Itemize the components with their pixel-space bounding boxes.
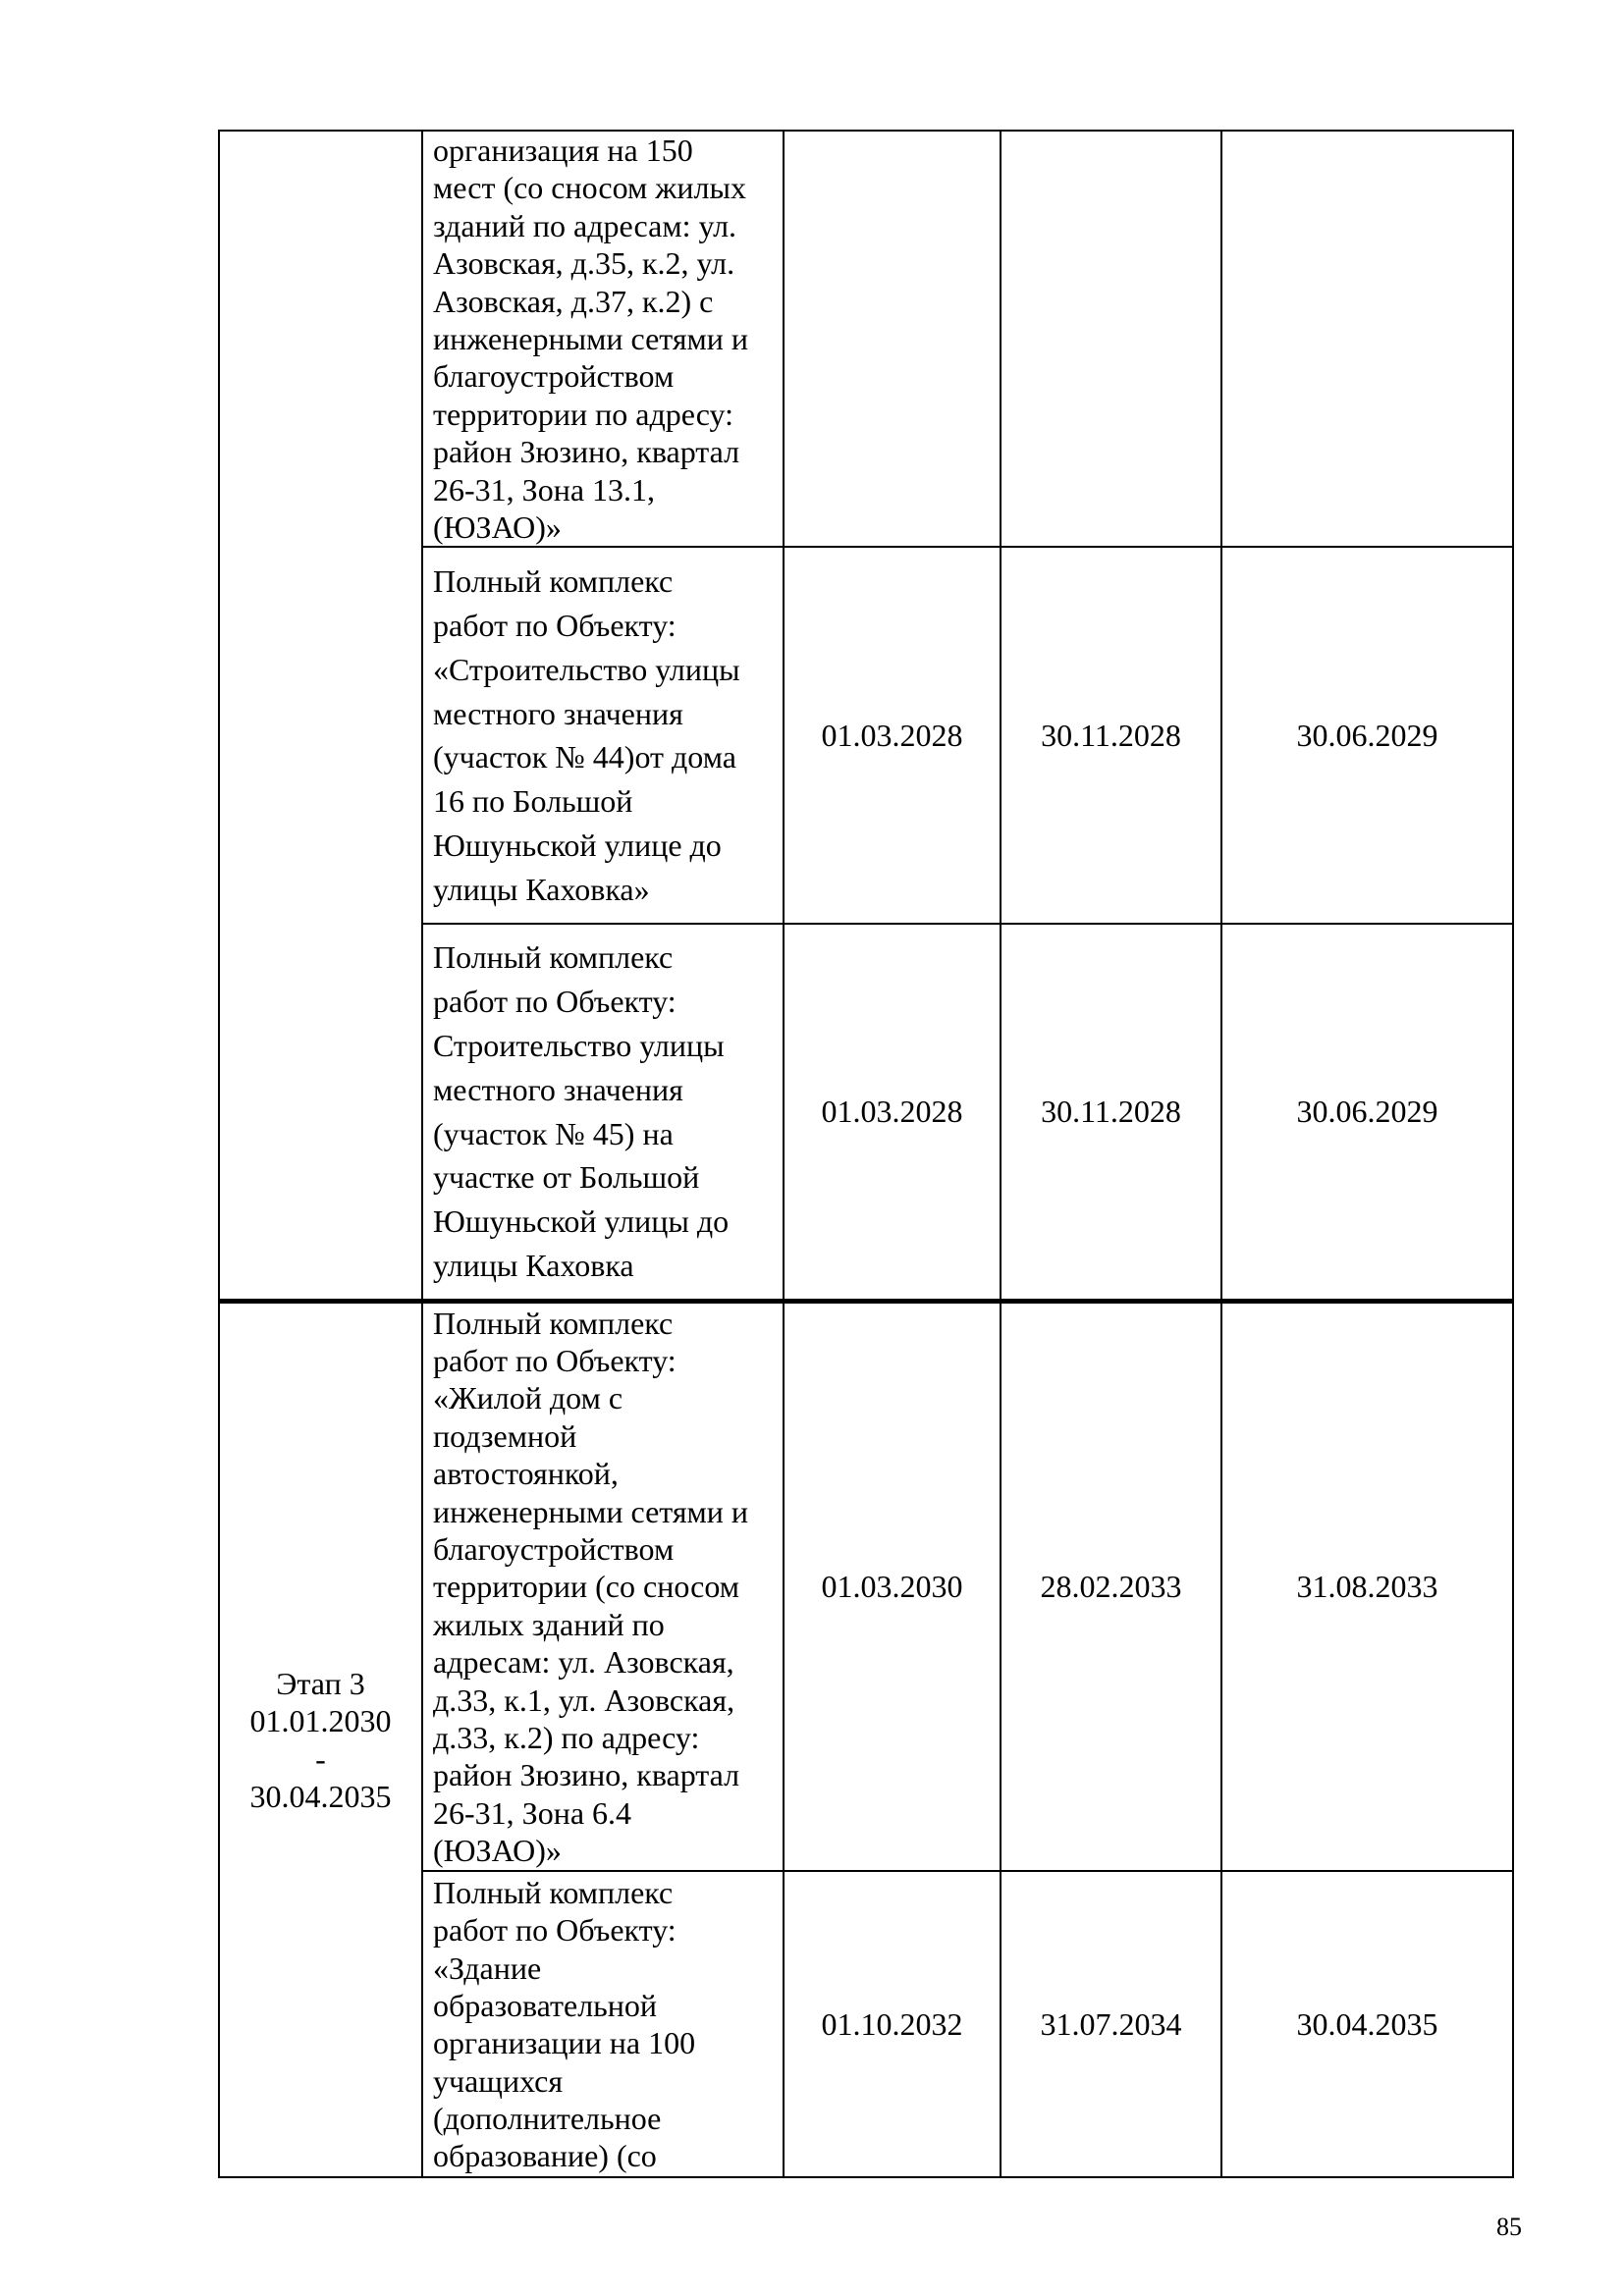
stage-cell (219, 1301, 422, 2177)
table-row (219, 131, 1513, 547)
date-mid-cell: 28.02.2033 (1001, 1301, 1221, 1871)
object-description: Полный комплекс работ по Объекту: «Здание образовательной организации на 100 учащихся (дополнительное образование) (со (422, 1871, 784, 2177)
date-start-cell: 01.03.2028 (784, 547, 1001, 924)
stage-cell-empty (219, 131, 422, 1301)
date-mid-cell: 30.11.2028 (1001, 547, 1221, 924)
object-description: Полный комплекс работ по Объекту: «Жилой дом с подземной автостоянкой, инженерными сетями и благоустройством территории (со сносом жилых зданий по адресам: ул. Азовская, д.33, к.1, ул. Азовская, д.33, к.2) по адресу: район Зюзино, квартал 26-31, Зона 6.4 (ЮЗАО)» (422, 1301, 784, 1871)
object-description: организация на 150 мест (со сносом жилых зданий по адресам: ул. Азовская, д.35, к.2, ул. Азовская, д.37, к.2) с инженерными сетями и благоустройством территории по адресу: район Зюзино, квартал 26-31, Зона 13.1, (ЮЗАО)» (422, 131, 784, 547)
date-start-cell: 01.03.2030 (784, 1301, 1001, 1871)
date-mid-cell (1001, 131, 1221, 547)
date-start-cell: 01.03.2028 (784, 924, 1001, 1301)
date-mid-cell: 30.11.2028 (1001, 924, 1221, 1301)
page-number: 85 (1496, 2213, 1522, 2241)
date-end-cell: 30.06.2029 (1221, 924, 1513, 1301)
date-end-cell: 31.08.2033 (1221, 1301, 1513, 1871)
date-end-cell (1221, 131, 1513, 547)
date-mid-cell: 31.07.2034 (1001, 1871, 1221, 2177)
stage-end-date: 30.04.2035 (249, 1778, 392, 1814)
object-description: Полный комплекс работ по Объекту: Строительство улицы местного значения (участок № 45) на участке от Большой Юшуньской улицы до улицы Каховка (422, 924, 784, 1301)
date-start-cell: 01.10.2032 (784, 1871, 1001, 2177)
date-start-cell (784, 131, 1001, 547)
table-row (219, 1301, 1513, 1871)
date-end-cell: 30.04.2035 (1221, 1871, 1513, 2177)
stage-start-date: 01.01.2030 (249, 1703, 392, 1739)
date-end-cell: 30.06.2029 (1221, 547, 1513, 924)
stage-title: Этап 3 (276, 1665, 365, 1701)
stage-dash: - (315, 1740, 326, 1777)
object-description: Полный комплекс работ по Объекту: «Строительство улицы местного значения (участок № 44)от дома 16 по Большой Юшуньской улице до улицы Каховка» (422, 547, 784, 924)
schedule-table (218, 130, 1514, 2178)
